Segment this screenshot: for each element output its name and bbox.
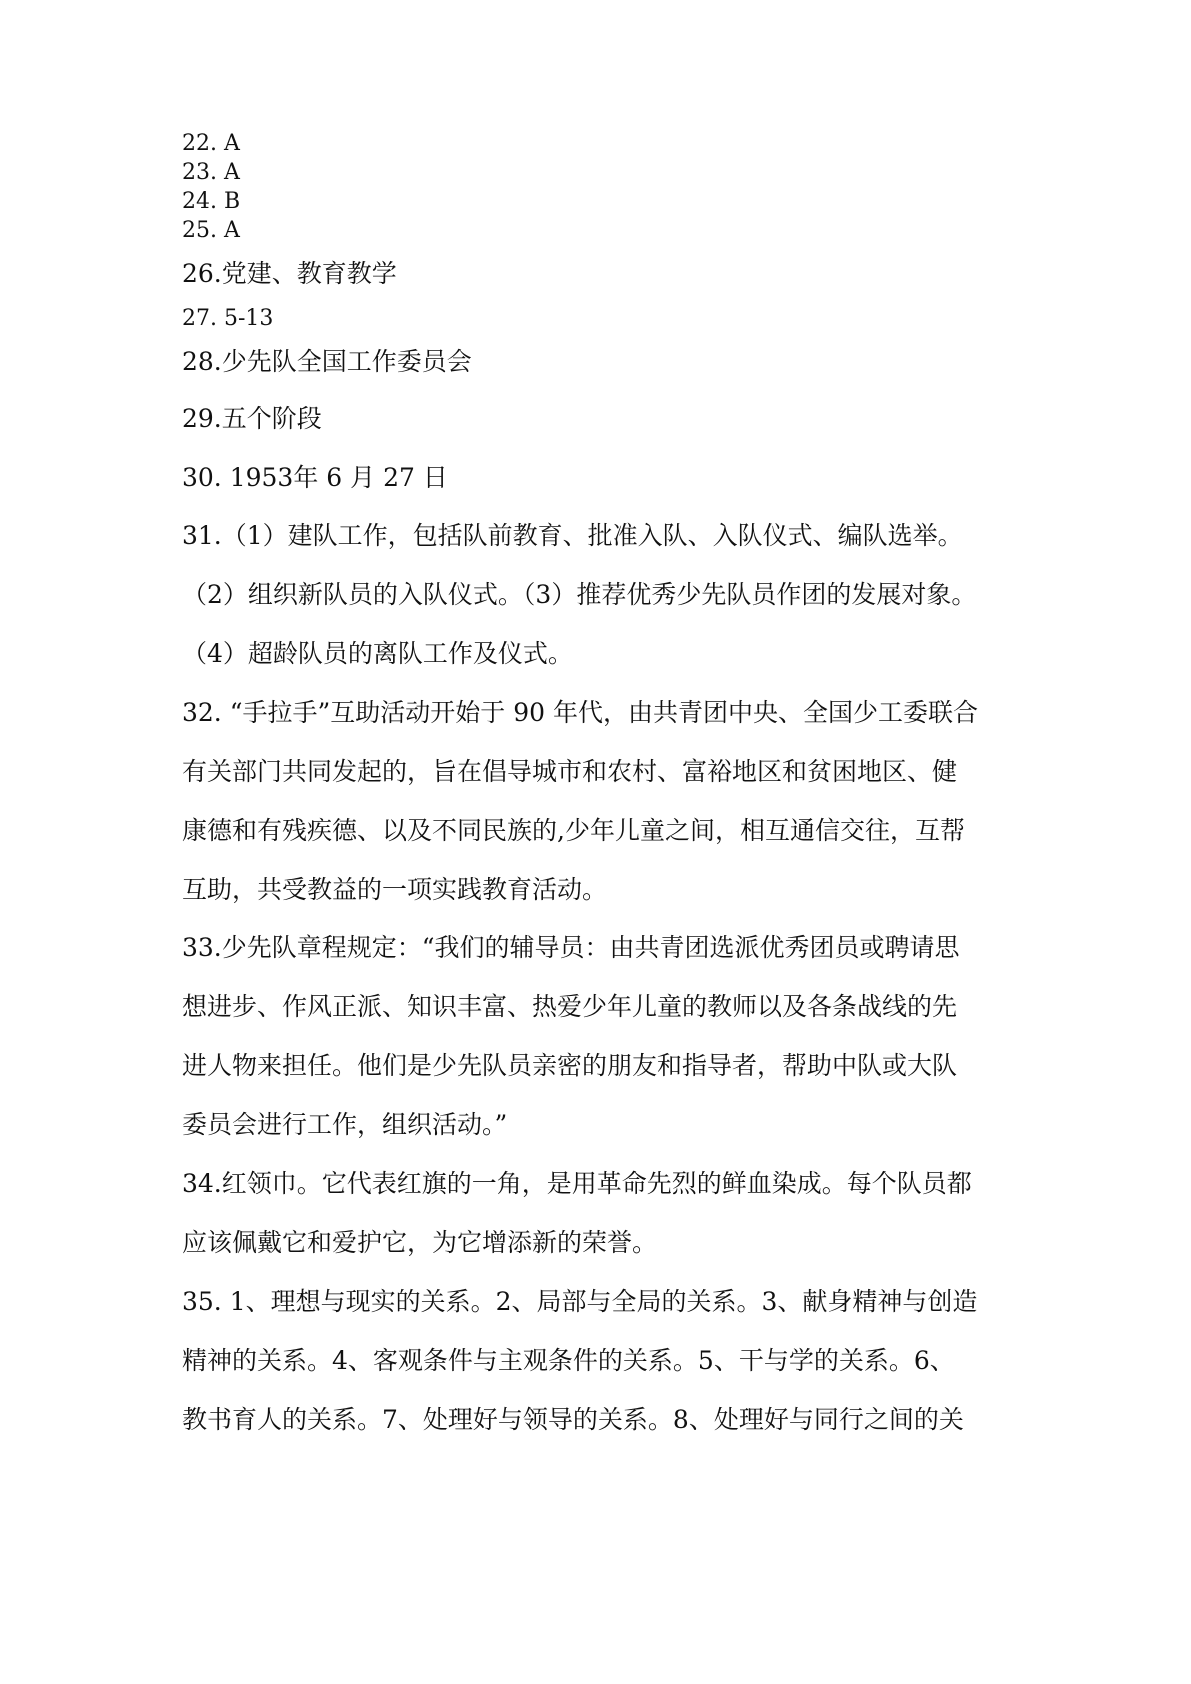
answer-35-line-2: 精神的关系。4、客观条件与主观条件的关系。5、干与学的关系。6、 [182, 1346, 955, 1375]
answer-24: 24. B [182, 189, 241, 214]
answer-35-line-3: 教书育人的关系。7、处理好与领导的关系。8、处理好与同行之间的关 [182, 1405, 964, 1434]
answer-32-line-2: 有关部门共同发起的，旨在倡导城市和农村、富裕地区和贫困地区、健 [182, 757, 958, 786]
answer-28: 28.少先队全国工作委员会 [182, 347, 472, 376]
answer-32-line-3: 康德和有残疾德、以及不同民族的,少年儿童之间，相互通信交往，互帮 [182, 816, 965, 845]
answer-30: 30. 1953年 6 月 27 日 [182, 463, 448, 492]
answer-35-line-1: 35. 1、理想与现实的关系。2、局部与全局的关系。3、献身精神与创造 [182, 1287, 978, 1316]
answer-31-line-2: （2）组织新队员的入队仪式。（3）推荐优秀少先队员作团的发展对象。 [182, 580, 977, 609]
answer-33-line-1: 33.少先队章程规定：“我们的辅导员：由共青团选派优秀团员或聘请思 [182, 933, 960, 962]
answer-31-line-1: 31.（1）建队工作，包括队前教育、批准入队、入队仪式、编队选举。 [182, 521, 963, 550]
answer-32-line-1: 32. “手拉手”互助活动开始于 90 年代，由共青团中央、全国少工委联合 [182, 698, 978, 727]
answer-31-line-3: （4）超龄队员的离队工作及仪式。 [182, 639, 573, 668]
answer-25: 25. A [182, 218, 240, 243]
answer-23: 23. A [182, 160, 240, 185]
answer-29: 29.五个阶段 [182, 404, 322, 433]
answer-33-line-3: 进人物来担任。他们是少先队员亲密的朋友和指导者，帮助中队或大队 [182, 1051, 958, 1080]
answer-34-line-1: 34.红领巾。它代表红旗的一角，是用革命先烈的鲜血染成。每个队员都 [182, 1169, 972, 1198]
answer-27: 27. 5-13 [182, 306, 274, 331]
answer-32-line-4: 互助，共受教益的一项实践教育活动。 [182, 875, 608, 904]
answer-22: 22. A [182, 131, 240, 156]
answer-26: 26.党建、教育教学 [182, 259, 397, 288]
answer-33-line-4: 委员会进行工作，组织活动。” [182, 1110, 508, 1139]
answer-34-line-2: 应该佩戴它和爱护它，为它增添新的荣誉。 [182, 1228, 658, 1257]
answer-33-line-2: 想进步、作风正派、知识丰富、热爱少年儿童的教师以及各条战线的先 [182, 992, 958, 1021]
